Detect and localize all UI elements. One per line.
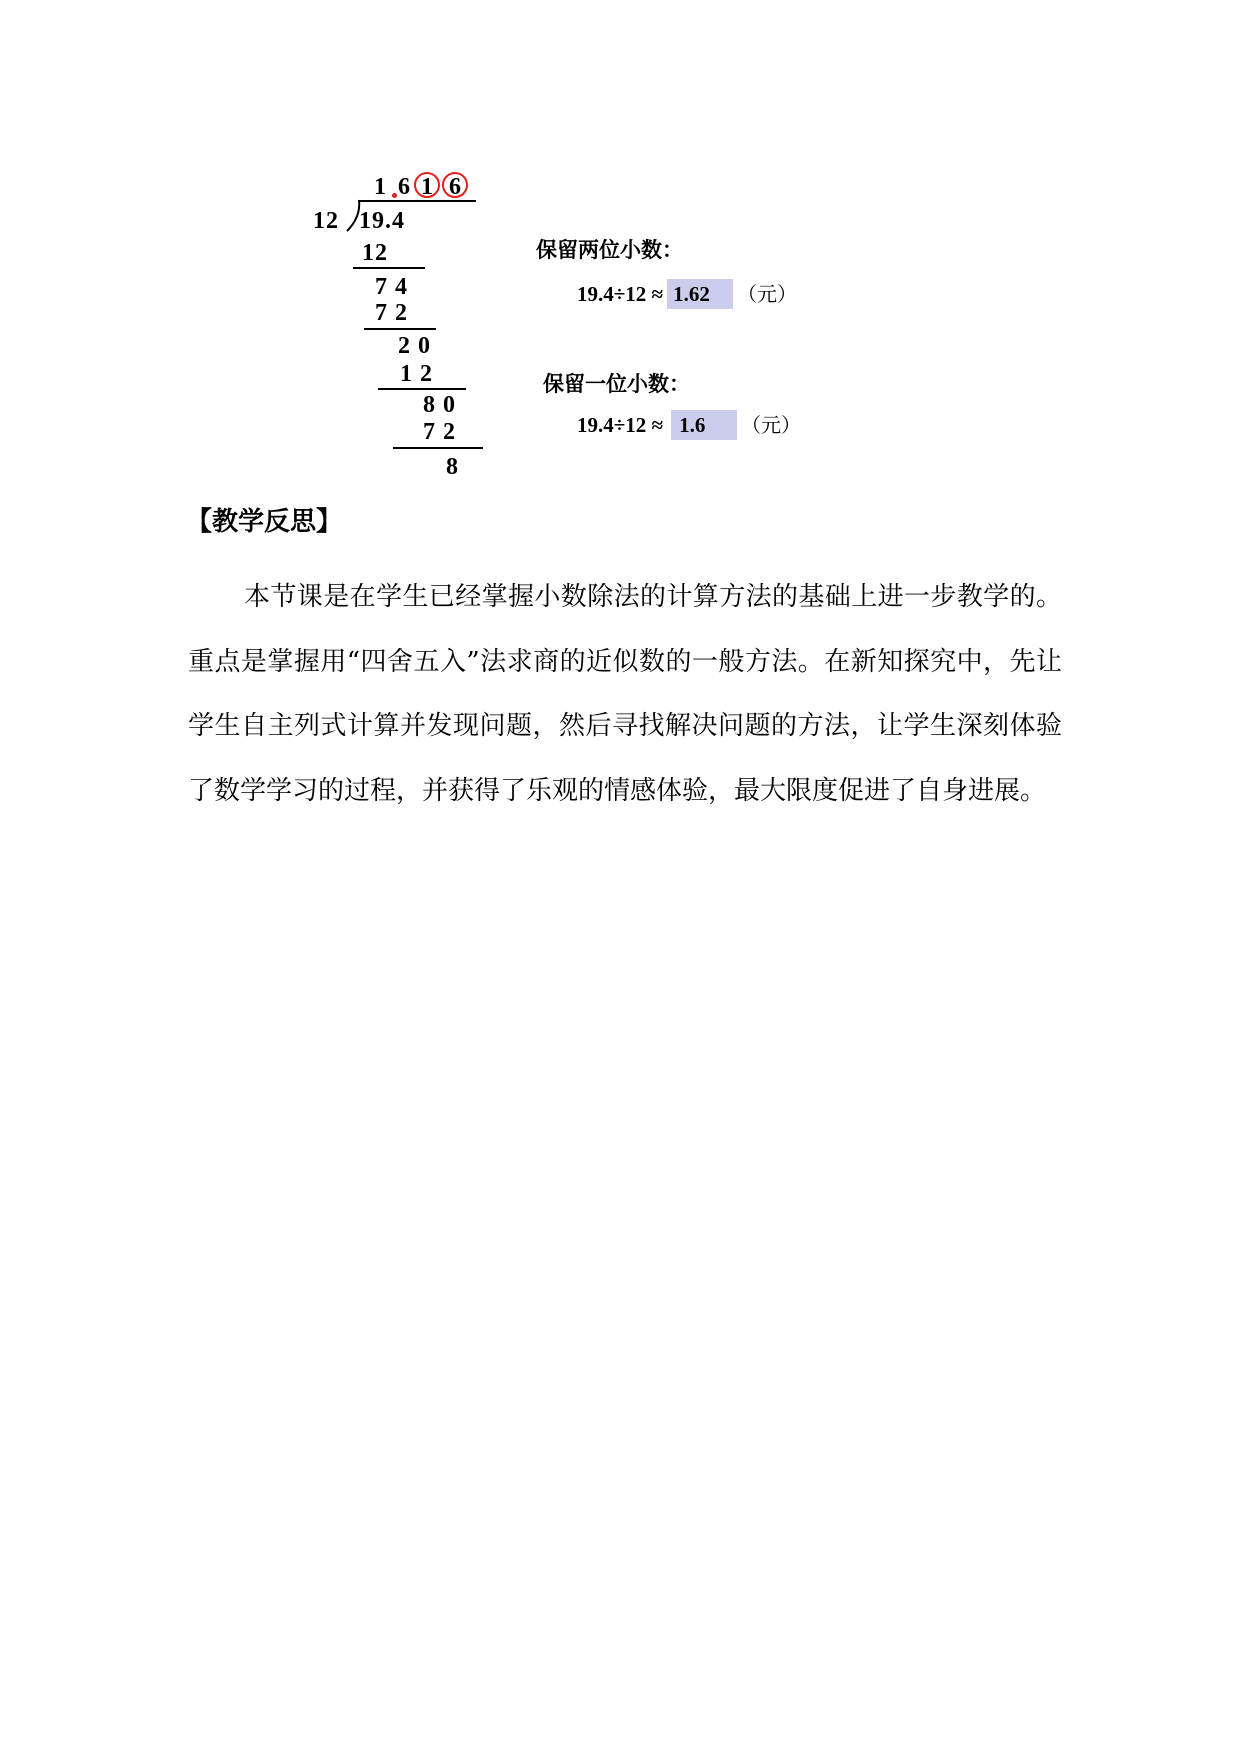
final-remainder: 8: [446, 454, 459, 480]
step-product-2: 7 2: [375, 300, 408, 326]
two-decimal-equation: [577, 279, 797, 309]
one-decimal-answer: 1.6: [671, 410, 737, 440]
reflection-body: 本节课是在学生已经掌握小数除法的计算方法的基础上进一步教学的。重点是掌握用“四舍五入”法求商的近似数的一般方法。在新知探究中，先让学生自主列式计算并发现问题，然后寻找解决问题的方法，让学生深刻体验了数学学习的过程，并获得了乐观的情感体验，最大限度促进了自身进展。: [188, 582, 1062, 806]
step-remainder-1: 7 4: [375, 274, 408, 300]
quotient-digit-1: 1: [374, 174, 387, 200]
one-decimal-unit: （元）: [741, 413, 802, 437]
two-decimal-answer: 1.62: [667, 279, 733, 309]
two-decimal-unit: （元）: [737, 282, 798, 306]
one-decimal-equation: [577, 410, 801, 440]
divisor: 12: [313, 208, 339, 234]
reflection-heading: 【教学反思】: [186, 507, 343, 537]
step-line-3: [378, 388, 466, 390]
two-decimal-label: 保留两位小数：: [536, 238, 683, 262]
two-decimal-expression: 19.4÷12 ≈: [577, 282, 664, 306]
step-line-4: [393, 447, 483, 449]
one-decimal-label: 保留一位小数：: [543, 372, 690, 396]
dividend: 19.4: [359, 208, 405, 234]
step-remainder-3: 8 0: [423, 392, 456, 418]
step-product-3: 1 2: [400, 361, 433, 387]
quotient-digit-4: 6: [449, 174, 462, 200]
step-product-4: 7 2: [423, 419, 456, 445]
division-bar: [358, 200, 476, 202]
step-line-2: [364, 328, 436, 330]
one-decimal-expression: 19.4÷12 ≈: [577, 413, 664, 437]
step-remainder-2: 2 0: [398, 333, 431, 359]
step-line-1: [353, 267, 425, 269]
quotient-digit-3: 1: [421, 174, 434, 200]
quotient-digit-2: 6: [398, 174, 411, 200]
step-product-1: 12: [362, 240, 388, 266]
decimal-point-marker: [392, 193, 397, 198]
